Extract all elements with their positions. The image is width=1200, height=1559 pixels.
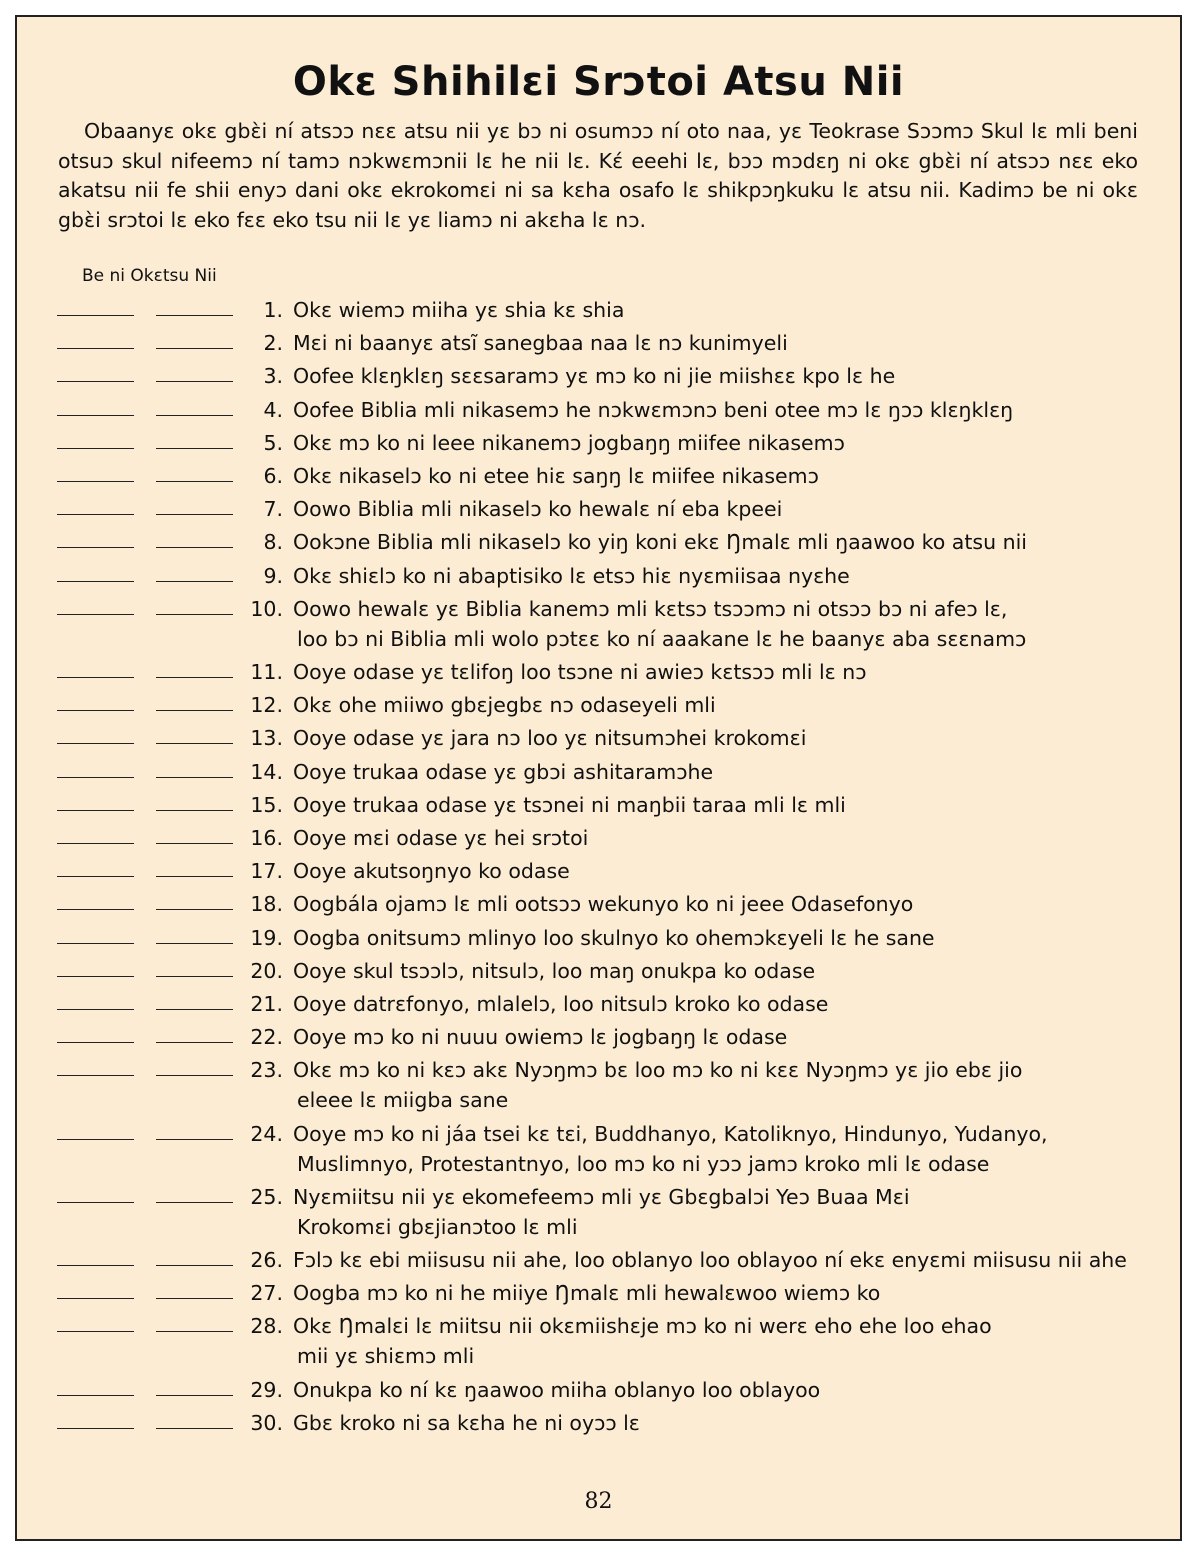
item-text-line: Oogba onitsumɔ mlinyo loo skulnyo ko ohemɔkɛyeli lɛ he sane bbox=[293, 925, 935, 950]
date-blank-2[interactable] bbox=[156, 514, 233, 515]
item-number: 22. bbox=[250, 1025, 283, 1050]
item-number: 6. bbox=[263, 464, 283, 488]
date-blank-2[interactable] bbox=[156, 415, 233, 416]
date-blank-2[interactable] bbox=[156, 481, 233, 482]
item-number: 2. bbox=[263, 331, 283, 356]
item-number: 18. bbox=[250, 892, 283, 917]
item-number: 17. bbox=[250, 859, 283, 884]
date-blank-1[interactable] bbox=[57, 581, 134, 582]
worksheet-page bbox=[15, 15, 1182, 1541]
item-number: 9. bbox=[263, 563, 283, 588]
date-blank-1[interactable] bbox=[57, 1331, 134, 1332]
item-text bbox=[293, 889, 1173, 919]
item-text-line: mii yɛ shiɛmɔ mli bbox=[297, 1344, 475, 1369]
item-number: 12. bbox=[250, 693, 283, 718]
item-text-line: Okɛ mɔ ko ni leee nikanemɔ jogbaŋŋ miifee nikasemɔ bbox=[293, 430, 845, 455]
item-number: 1. bbox=[263, 298, 283, 322]
item-number: 10. bbox=[250, 596, 283, 621]
item-text bbox=[293, 1311, 1173, 1371]
item-text-line: Krokomɛi gbɛjianɔtoo lɛ mli bbox=[297, 1214, 578, 1239]
date-blank-1[interactable] bbox=[57, 1075, 134, 1076]
item-text bbox=[293, 594, 1173, 654]
item-text-line: Gbɛ kroko ni sa kɛha he ni oyɔɔ lɛ bbox=[293, 1410, 640, 1435]
item-text bbox=[293, 527, 1173, 557]
item-text-line: Ooye akutsoŋnyo ko odase bbox=[293, 859, 570, 884]
item-text-line: Okɛ Ŋmalɛi lɛ miitsu nii okɛmiishɛje mɔ ko ni werɛ eho ehe loo ehao bbox=[293, 1314, 992, 1339]
item-text-line: Nyɛmiitsu nii yɛ ekomefeemɔ mli yɛ Gbɛgbalɔi Yeɔ Buaa Mɛi bbox=[293, 1184, 910, 1209]
date-blank-1[interactable] bbox=[57, 843, 134, 844]
item-text bbox=[293, 328, 1173, 358]
date-blank-2[interactable] bbox=[156, 1428, 233, 1429]
activity-list bbox=[17, 17, 1180, 1539]
date-blank-1[interactable] bbox=[57, 614, 134, 615]
item-text bbox=[293, 1022, 1173, 1052]
item-number: 28. bbox=[250, 1314, 283, 1339]
item-text-line: Mɛi ni baanyɛ atsĩ sanegbaa naa lɛ nɔ kunimyeli bbox=[293, 331, 788, 356]
item-number: 4. bbox=[263, 397, 283, 422]
date-blank-2[interactable] bbox=[156, 1331, 233, 1332]
intro-paragraph: Obaanyɛ okɛ gbɛ̀i ní atsɔɔ nɛɛ atsu nii yɛ bɔ ni osumɔɔ ní oto naa, yɛ Teokrase Sɔɔmɔ Skul lɛ mli beni otsuɔ skul nifeemɔ ní tamɔ nɔkwɛmɔnii lɛ he nii lɛ. Kɛ́ eeehi lɛ, bɔɔ mɔdɛŋ ni okɛ gbɛ̀i ní atsɔɔ nɛɛ eko akatsu nii fe shii enyɔ dani okɛ ekrokomɛi ni sa kɛha osafo lɛ shikpɔŋkuku lɛ atsu nii. Kadimɔ be ni okɛ gbɛ̀i srɔtoi lɛ eko fɛɛ eko tsu nii lɛ yɛ liamɔ ni akɛha lɛ nɔ. bbox=[58, 119, 1138, 232]
date-blank-2[interactable] bbox=[156, 1298, 233, 1299]
item-text bbox=[293, 923, 1173, 953]
item-text-line: Okɛ shiɛlɔ ko ni abaptisiko lɛ etsɔ hiɛ nyɛmiisaa nyɛhe bbox=[293, 563, 850, 588]
date-blank-2[interactable] bbox=[156, 909, 233, 910]
item-text-line: Ooye odase yɛ tɛlifoŋ loo tsɔne ni awieɔ kɛtsɔɔ mli lɛ nɔ bbox=[293, 660, 867, 684]
date-blank-1[interactable] bbox=[57, 415, 134, 416]
item-text-line: Fɔlɔ kɛ ebi miisusu nii ahe, loo oblanyo loo oblayoo ní ekɛ enyɛmi miisusu nii ahe bbox=[293, 1248, 1127, 1272]
item-number: 23. bbox=[250, 1058, 283, 1083]
page-number: 82 bbox=[584, 1489, 613, 1514]
date-blank-2[interactable] bbox=[156, 976, 233, 977]
item-number: 21. bbox=[250, 992, 283, 1016]
date-blank-1[interactable] bbox=[57, 547, 134, 548]
item-text-line: Ookɔne Biblia mli nikaselɔ ko yiŋ koni ekɛ Ŋmalɛ mli ŋaawoo ko atsu nii bbox=[293, 530, 1027, 555]
item-text-line: Ooye trukaa odase yɛ gbɔi ashitaramɔhe bbox=[293, 759, 714, 784]
date-blank-2[interactable] bbox=[156, 810, 233, 811]
item-number: 30. bbox=[250, 1410, 283, 1435]
date-blank-1[interactable] bbox=[57, 1139, 134, 1140]
item-text bbox=[293, 690, 1173, 720]
item-text-line: Ooye mɔ ko ni jáa tsei kɛ tɛi, Buddhanyo, Katoliknyo, Hindunyo, Yudanyo, bbox=[293, 1121, 1048, 1146]
item-text-line: Oowo hewalɛ yɛ Biblia kanemɔ mli kɛtsɔ tsɔɔmɔ ni otsɔɔ bɔ ni afeɔ lɛ, bbox=[293, 596, 1008, 621]
item-number: 7. bbox=[263, 497, 283, 522]
item-text-line: Oogba mɔ ko ni he miiye Ŋmalɛ mli hewalɛwoo wiemɔ ko bbox=[293, 1281, 881, 1306]
item-text bbox=[293, 1182, 1173, 1242]
item-text-line: Ooye mɔ ko ni nuuu owiemɔ lɛ jogbaŋŋ lɛ odase bbox=[293, 1025, 788, 1050]
item-text bbox=[293, 1278, 1173, 1308]
date-blank-2[interactable] bbox=[156, 1139, 233, 1140]
date-blank-2[interactable] bbox=[156, 1265, 233, 1266]
date-blank-1[interactable] bbox=[57, 777, 134, 778]
item-number: 24. bbox=[250, 1121, 283, 1146]
date-blank-2[interactable] bbox=[156, 348, 233, 349]
item-text bbox=[293, 494, 1173, 524]
item-text-line: Ooye datrɛfonyo, mlalelɔ, loo nitsulɔ kroko ko odase bbox=[293, 992, 829, 1016]
date-blank-2[interactable] bbox=[156, 581, 233, 582]
date-blank-1[interactable] bbox=[57, 514, 134, 515]
item-text-line: Ooye mɛi odase yɛ hei srɔtoi bbox=[293, 826, 589, 850]
item-text bbox=[293, 295, 1173, 325]
date-blank-1[interactable] bbox=[57, 315, 134, 316]
date-blank-1[interactable] bbox=[57, 1428, 134, 1429]
date-blank-1[interactable] bbox=[57, 1042, 134, 1043]
item-text bbox=[293, 823, 1173, 853]
item-number: 3. bbox=[263, 364, 283, 389]
date-blank-2[interactable] bbox=[156, 777, 233, 778]
date-blank-2[interactable] bbox=[156, 547, 233, 548]
item-number: 15. bbox=[250, 792, 283, 817]
item-text-line: Oowo Biblia mli nikaselɔ ko hewalɛ ní eba kpeei bbox=[293, 497, 783, 522]
date-blank-2[interactable] bbox=[156, 614, 233, 615]
item-text-line: Okɛ ohe miiwo gbɛjegbɛ nɔ odaseyeli mli bbox=[293, 693, 716, 718]
item-number: 26. bbox=[250, 1248, 283, 1272]
date-blank-2[interactable] bbox=[156, 381, 233, 382]
date-blank-2[interactable] bbox=[156, 1075, 233, 1076]
item-text bbox=[293, 723, 1173, 753]
item-text bbox=[293, 361, 1173, 391]
item-number: 19. bbox=[250, 925, 283, 950]
item-text-line: Ooye trukaa odase yɛ tsɔnei ni maŋbii taraa mli lɛ mli bbox=[293, 792, 846, 817]
date-blank-1[interactable] bbox=[57, 448, 134, 449]
page-title: Okɛ Shihilɛi Srɔtoi Atsu Nii bbox=[292, 59, 905, 105]
date-blank-1[interactable] bbox=[57, 810, 134, 811]
date-blank-1[interactable] bbox=[57, 943, 134, 944]
date-blank-1[interactable] bbox=[57, 348, 134, 349]
item-text bbox=[293, 790, 1173, 820]
item-text-line: Onukpa ko ní kɛ ŋaawoo miiha oblanyo loo oblayoo bbox=[293, 1377, 821, 1402]
item-text bbox=[293, 657, 1173, 687]
item-text-line: eleee lɛ miigba sane bbox=[297, 1088, 509, 1113]
item-text bbox=[293, 561, 1173, 591]
item-text bbox=[293, 428, 1173, 458]
date-blank-2[interactable] bbox=[156, 843, 233, 844]
item-text bbox=[293, 1119, 1173, 1179]
item-text-line: Okɛ wiemɔ miiha yɛ shia kɛ shia bbox=[293, 298, 625, 322]
item-text-line: Oofee Biblia mli nikasemɔ he nɔkwɛmɔnɔ beni otee mɔ lɛ ŋɔɔ klɛŋklɛŋ bbox=[293, 397, 1014, 422]
date-blank-1[interactable] bbox=[57, 976, 134, 977]
item-number: 29. bbox=[250, 1377, 283, 1402]
date-blank-1[interactable] bbox=[57, 743, 134, 744]
date-blank-1[interactable] bbox=[57, 1009, 134, 1010]
item-number: 11. bbox=[250, 660, 283, 684]
item-text bbox=[293, 989, 1173, 1019]
item-number: 14. bbox=[250, 759, 283, 784]
item-number: 25. bbox=[250, 1184, 283, 1209]
date-blank-1[interactable] bbox=[57, 381, 134, 382]
date-blank-2[interactable] bbox=[156, 1202, 233, 1203]
item-text bbox=[293, 1375, 1173, 1405]
date-blank-2[interactable] bbox=[156, 943, 233, 944]
date-blank-2[interactable] bbox=[156, 710, 233, 711]
item-text bbox=[293, 1055, 1173, 1115]
date-blank-1[interactable] bbox=[57, 1298, 134, 1299]
item-number: 16. bbox=[250, 826, 283, 850]
date-blank-1[interactable] bbox=[57, 1202, 134, 1203]
item-text bbox=[293, 856, 1173, 886]
date-blank-1[interactable] bbox=[57, 677, 134, 678]
column-header: Be ni Okɛtsu Nii bbox=[82, 266, 217, 286]
date-blank-1[interactable] bbox=[57, 1395, 134, 1396]
item-text-line: loo bɔ ni Biblia mli wolo pɔtɛɛ ko ní aaakane lɛ he baanyɛ aba sɛɛnamɔ bbox=[297, 626, 1027, 651]
item-text bbox=[293, 1408, 1173, 1438]
date-blank-1[interactable] bbox=[57, 710, 134, 711]
item-number: 13. bbox=[250, 726, 283, 751]
date-blank-1[interactable] bbox=[57, 1265, 134, 1266]
item-text bbox=[293, 956, 1173, 986]
date-blank-2[interactable] bbox=[156, 1395, 233, 1396]
item-text-line: Ooye skul tsɔɔlɔ, nitsulɔ, loo maŋ onukpa ko odase bbox=[293, 958, 816, 983]
date-blank-2[interactable] bbox=[156, 315, 233, 316]
item-text-line: Okɛ mɔ ko ni kɛɔ akɛ Nyɔŋmɔ bɛ loo mɔ ko ni kɛɛ Nyɔŋmɔ yɛ jio ebɛ jio bbox=[293, 1058, 1023, 1083]
date-blank-1[interactable] bbox=[57, 481, 134, 482]
item-number: 5. bbox=[263, 430, 283, 455]
item-number: 27. bbox=[250, 1281, 283, 1306]
item-text bbox=[293, 461, 1173, 491]
item-number: 8. bbox=[263, 530, 283, 555]
item-text bbox=[293, 757, 1173, 787]
item-text-line: Okɛ nikaselɔ ko ni etee hiɛ saŋŋ lɛ miifee nikasemɔ bbox=[293, 464, 819, 488]
date-blank-2[interactable] bbox=[156, 1042, 233, 1043]
item-text bbox=[293, 395, 1173, 425]
date-blank-2[interactable] bbox=[156, 1009, 233, 1010]
date-blank-2[interactable] bbox=[156, 743, 233, 744]
date-blank-1[interactable] bbox=[57, 909, 134, 910]
date-blank-2[interactable] bbox=[156, 677, 233, 678]
date-blank-1[interactable] bbox=[57, 876, 134, 877]
item-text bbox=[293, 1245, 1173, 1275]
item-text-line: Oofee klɛŋklɛŋ sɛɛsaramɔ yɛ mɔ ko ni jie miishɛɛ kpo lɛ he bbox=[293, 364, 896, 389]
date-blank-2[interactable] bbox=[156, 876, 233, 877]
item-number: 20. bbox=[250, 958, 283, 983]
item-text-line: Oogbála ojamɔ lɛ mli ootsɔɔ wekunyo ko ni jeee Odasefonyo bbox=[293, 892, 914, 917]
date-blank-2[interactable] bbox=[156, 448, 233, 449]
item-text-line: Ooye odase yɛ jara nɔ loo yɛ nitsumɔhei krokomɛi bbox=[293, 726, 807, 751]
item-text-line: Muslimnyo, Protestantnyo, loo mɔ ko ni yɔɔ jamɔ kroko mli lɛ odase bbox=[297, 1151, 990, 1176]
